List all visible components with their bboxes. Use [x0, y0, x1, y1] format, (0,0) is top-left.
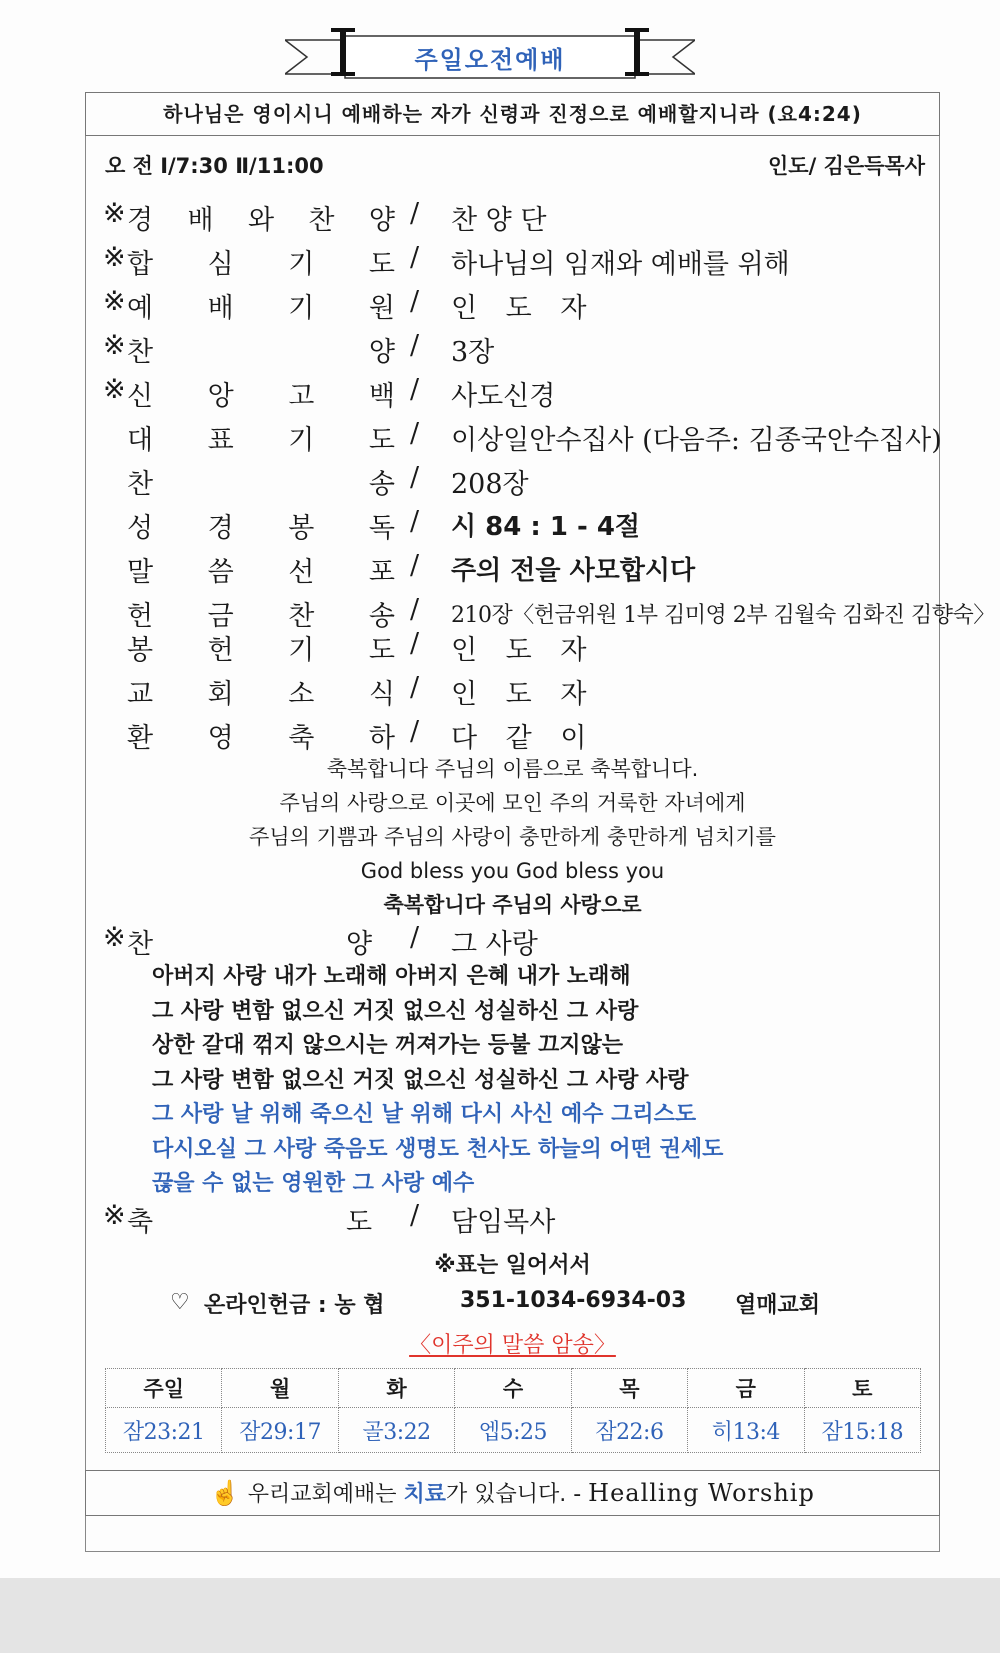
label-char: 양	[368, 337, 395, 368]
order-item	[103, 198, 943, 242]
sermon-title: 주의 전을 사모합시다	[451, 556, 696, 586]
online-offering	[170, 1288, 890, 1324]
service-time: 오 전 Ⅰ/7:30 Ⅱ/11:00	[105, 154, 324, 178]
order-item	[103, 672, 943, 716]
verse-ref-cell: 골3:22	[338, 1408, 454, 1453]
day-cell: 토	[804, 1369, 920, 1408]
order-content: 사도신경	[451, 381, 556, 412]
label-char: 포	[368, 557, 395, 588]
order-item	[103, 550, 943, 594]
label-char: 배	[187, 205, 214, 236]
lyric-line: 그 사랑 변함 없으신 거짓 없으신 성실하신 그 사랑 사랑	[152, 1067, 689, 1093]
standing-mark: ※	[103, 286, 126, 317]
day-cell: 목	[571, 1369, 687, 1408]
separator: /	[410, 198, 420, 229]
label-char: 도	[368, 249, 395, 280]
order-content: 208장	[451, 469, 529, 500]
order-content: 인 도 자	[451, 679, 597, 710]
footer-text: 가 있습니다. -	[445, 1482, 589, 1507]
lyric-line: 아버지 사랑 내가 노래해 아버지 은혜 내가 노래해	[152, 964, 631, 989]
label-char: 기	[288, 293, 315, 324]
offering-bank: 온라인헌금 : 농 협	[204, 1293, 385, 1318]
account-number: 351-1034-6934-03	[460, 1288, 687, 1313]
church-name: 열매교회	[735, 1293, 821, 1318]
blessing-line: 주님의 사랑으로 이곳에 모인 주의 거룩한 자녀에게	[279, 791, 746, 815]
order-item	[103, 374, 943, 418]
separator: /	[410, 418, 420, 449]
label-char: 환	[127, 723, 154, 754]
hymn-lyrics	[152, 960, 912, 1202]
verse-ref-cell: 잠22:6	[571, 1408, 687, 1453]
lyric-line-highlight: 끊을 수 없는 영원한 그 사랑 예수	[152, 1171, 475, 1196]
separator: /	[410, 922, 420, 953]
verse-ref-cell: 엡5:25	[455, 1408, 571, 1453]
order-content: 3장	[451, 337, 495, 368]
lyric-line-highlight: 다시오실 그 사랑 죽음도 생명도 천사도 하늘의 어떤 권세도	[152, 1136, 724, 1162]
label-char: 경	[127, 205, 154, 236]
order-item	[103, 242, 943, 286]
label-char: 봉	[127, 635, 154, 666]
verse-ref-cell: 잠29:17	[222, 1408, 338, 1453]
footer-english: Healling Worship	[588, 1479, 815, 1507]
order-label	[127, 198, 395, 237]
day-cell: 금	[688, 1369, 804, 1408]
table-row	[106, 1408, 921, 1453]
label-char: 독	[368, 513, 395, 544]
label-char: 금	[207, 601, 234, 632]
day-cell: 월	[222, 1369, 338, 1408]
banner-title: 주일오전예배	[414, 46, 566, 74]
label-char: 표	[207, 425, 234, 456]
order-label	[127, 330, 395, 369]
label-char: 도	[368, 635, 395, 666]
lyric-line: 상한 갈대 꺾지 않으시는 꺼져가는 등불 끄지않는	[152, 1033, 623, 1058]
separator: /	[410, 716, 420, 747]
order-content: 찬 양 단	[451, 205, 547, 236]
label-char: 예	[127, 293, 154, 324]
label-char: 회	[207, 679, 234, 710]
separator: /	[410, 286, 420, 317]
day-cell: 수	[455, 1369, 571, 1408]
separator: /	[410, 462, 420, 493]
standing-mark: ※	[103, 1200, 126, 1231]
table-row	[106, 1369, 921, 1408]
day-cell: 화	[338, 1369, 454, 1408]
label-char: 축	[288, 723, 315, 754]
label-char: 신	[127, 381, 154, 412]
separator: /	[410, 594, 420, 625]
label-char: 찬	[288, 601, 315, 632]
separator: /	[410, 242, 420, 273]
label-char: 성	[127, 513, 154, 544]
standing-note: ※표는 일어서서	[434, 1253, 591, 1278]
memory-verse-table	[105, 1368, 921, 1453]
memory-verse-title-text: 〈이주의 말씀 암송〉	[409, 1333, 616, 1358]
service-leader: 인도/ 김은득목사	[768, 154, 925, 178]
order-content: 인 도 자	[451, 635, 597, 666]
label-char: 찬	[127, 929, 154, 960]
label-char: 심	[207, 249, 234, 280]
order-label	[127, 242, 395, 281]
label-char: 원	[368, 293, 395, 324]
order-item	[103, 462, 943, 506]
separator: /	[410, 506, 420, 537]
hymn-heading	[103, 922, 943, 962]
order-label	[127, 716, 395, 755]
order-item	[103, 330, 943, 374]
verse-ref-cell: 잠23:21	[106, 1408, 222, 1453]
label-char: 도	[368, 425, 395, 456]
standing-mark: ※	[103, 330, 126, 361]
heart-icon: ♡	[170, 1290, 190, 1315]
separator: /	[410, 672, 420, 703]
label-char: 대	[127, 425, 154, 456]
blessing-line: 주님의 기쁨과 주님의 사랑이 충만하게 충만하게 넘치기를	[249, 825, 776, 849]
label-char: 백	[368, 381, 395, 412]
pointing-hand-icon: ☝	[210, 1479, 241, 1507]
verse-ref-cell: 잠15:18	[804, 1408, 920, 1453]
verse-box: 하나님은 영이시니 예배하는 자가 신령과 진정으로 예배할지니라 (요4:24)	[85, 92, 940, 136]
blessing-line: God bless you God bless you	[360, 859, 665, 883]
separator: /	[410, 628, 420, 659]
order-label	[127, 418, 395, 457]
blessing-line: 축복합니다 주님의 사랑으로	[383, 893, 642, 917]
label-char: 기	[288, 249, 315, 280]
standing-mark: ※	[103, 374, 126, 405]
label-char: 축	[127, 1207, 154, 1238]
order-label	[127, 286, 395, 325]
blessing-song	[85, 752, 940, 922]
title-banner	[285, 22, 695, 88]
separator: /	[410, 550, 420, 581]
label-char: 헌	[127, 601, 154, 632]
memory-verse-title	[85, 1328, 940, 1359]
standing-mark: ※	[103, 198, 126, 229]
scripture-reading: 시 84 : 1 - 4절	[451, 512, 641, 542]
service-time-row	[105, 150, 925, 180]
label-char: 영	[207, 723, 234, 754]
label-char: 앙	[207, 381, 234, 412]
standing-mark: ※	[103, 242, 126, 273]
order-item	[103, 628, 943, 672]
label-char: 도	[346, 1207, 373, 1238]
label-char: 기	[288, 635, 315, 666]
label-char: 봉	[288, 513, 315, 544]
bottom-strip	[0, 1578, 1000, 1653]
order-content: 이상일안수집사 (다음주: 김종국안수집사)	[451, 425, 942, 456]
order-item	[103, 286, 943, 330]
label-char: 찬	[127, 337, 154, 368]
order-item	[103, 506, 943, 550]
label-char: 하	[368, 723, 395, 754]
order-label	[127, 462, 395, 501]
verse-ref-cell: 히13:4	[688, 1408, 804, 1453]
label-char: 기	[288, 425, 315, 456]
label-char: 말	[127, 557, 154, 588]
footer-box	[85, 1470, 940, 1516]
label-char: 경	[207, 513, 234, 544]
footer-text: 우리교회예배는	[247, 1482, 404, 1507]
label-char: 양	[346, 929, 373, 960]
label-char: 송	[368, 469, 395, 500]
label-char: 와	[247, 205, 275, 236]
order-content: 인 도 자	[451, 293, 597, 324]
label-char: 식	[368, 679, 395, 710]
order-item	[103, 594, 995, 632]
label-char: 소	[288, 679, 315, 710]
label-char: 배	[207, 293, 234, 324]
separator: /	[410, 374, 420, 405]
label-char: 합	[127, 249, 154, 280]
order-of-worship	[103, 198, 995, 760]
standing-mark: ※	[103, 922, 126, 953]
order-item	[103, 418, 943, 462]
lyric-line-highlight: 그 사랑 날 위해 죽으신 날 위해 다시 사신 예수 그리스도	[152, 1102, 697, 1127]
benediction	[103, 1200, 943, 1240]
blessing-line: 축복합니다 주님의 이름으로 축복합니다.	[326, 757, 699, 781]
order-content: 210장〈헌금위원 1부 김미영 2부 김월숙 김화진 김향숙〉	[451, 603, 995, 628]
label-char: 선	[288, 557, 315, 588]
separator: /	[410, 1200, 420, 1231]
order-label	[127, 550, 395, 589]
label-char: 고	[288, 381, 315, 412]
order-content: 하나님의 임재와 예배를 위해	[451, 249, 790, 280]
order-label	[127, 374, 395, 413]
lyric-line: 그 사랑 변함 없으신 거짓 없으신 성실하신 그 사랑	[152, 998, 639, 1024]
day-cell: 주일	[106, 1369, 222, 1408]
separator: /	[410, 330, 420, 361]
order-content: 다 같 이	[451, 723, 597, 754]
footer-highlight: 치료	[403, 1482, 446, 1507]
order-label	[127, 672, 395, 711]
label-char: 헌	[207, 635, 234, 666]
order-label	[127, 628, 395, 667]
label-char: 찬	[308, 205, 335, 236]
hymn-title: 그 사랑	[451, 929, 538, 960]
order-label	[127, 506, 395, 545]
label-char: 양	[368, 205, 395, 236]
label-char: 교	[127, 679, 154, 710]
label-char: 씀	[207, 557, 234, 588]
label-char: 송	[368, 601, 395, 632]
label-char: 찬	[127, 469, 154, 500]
benediction-leader: 담임목사	[451, 1207, 556, 1238]
